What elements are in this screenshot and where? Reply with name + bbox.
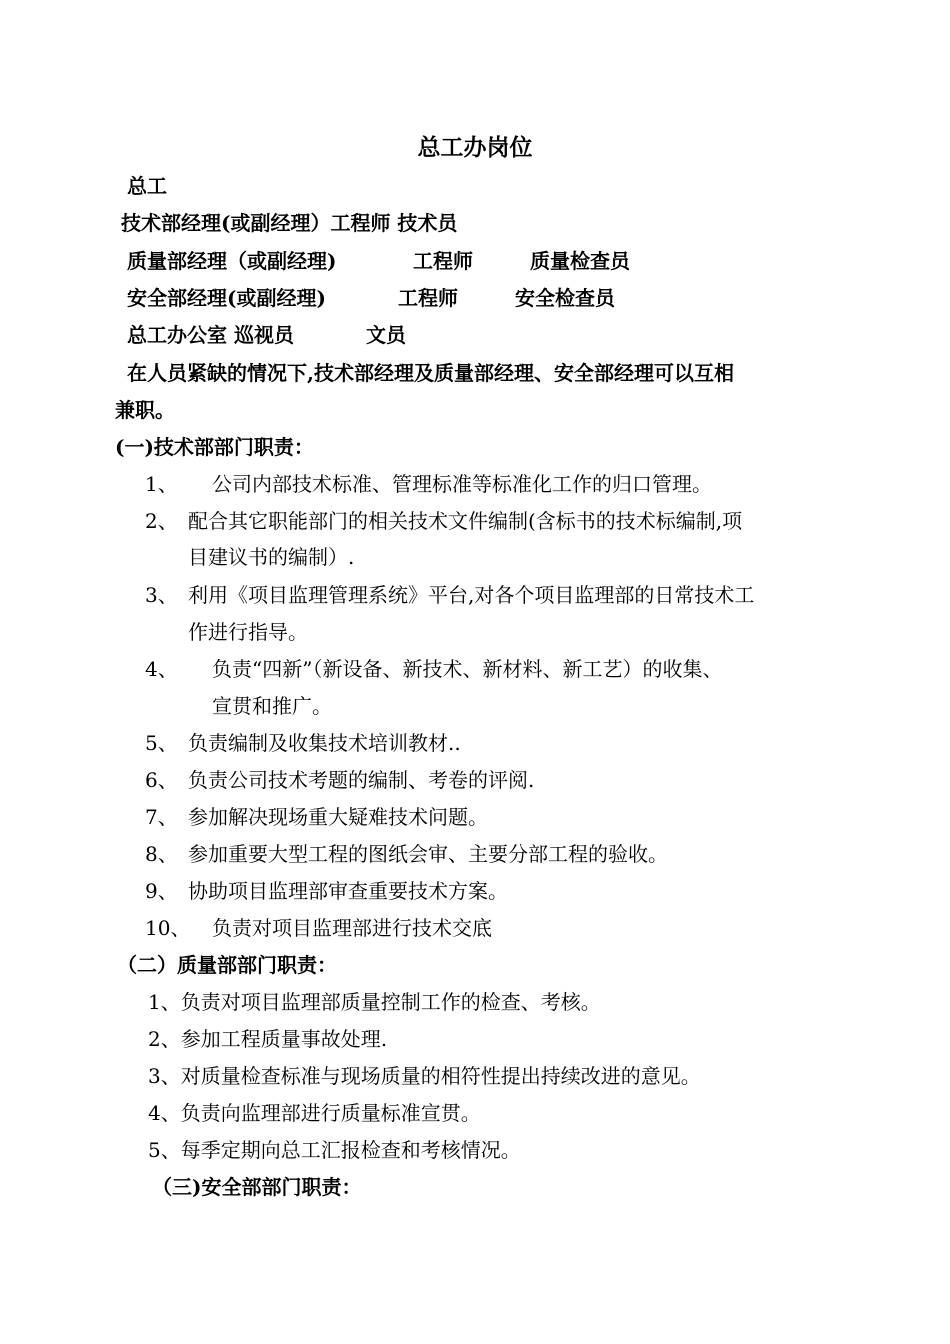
list-item-text-cont: 目建议书的编制）. — [188, 545, 355, 569]
list-item-text: 参加解决现场重大疑难技术问题。 — [188, 805, 488, 829]
list-item-number: 8、 — [145, 842, 178, 866]
list-item: 1、负责对项目监理部质量控制工作的检查、考核。 — [148, 990, 601, 1014]
list-item-number: 6、 — [145, 768, 178, 792]
section-heading-tech: (一)技术部部门职责： — [115, 435, 314, 459]
list-item-text: 配合其它职能部门的相关技术文件编制(含标书的技术标编制,项 — [188, 509, 743, 533]
list-item-number: 7、 — [145, 805, 178, 829]
list-item: 5、每季定期向总工汇报检查和考核情况。 — [148, 1138, 521, 1162]
list-item-number: 3、 — [145, 583, 178, 607]
note-line-2: 兼职。 — [115, 398, 175, 422]
list-item-number: 9、 — [145, 879, 178, 903]
org-quality-engineer: 工程师 — [413, 249, 473, 273]
list-item-text: 负责“四新”（新设备、新技术、新材料、新工艺）的收集、 — [212, 657, 723, 681]
list-item-number: 5、 — [145, 731, 178, 755]
list-item-text: 协助项目监理部审查重要技术方案。 — [188, 879, 508, 903]
org-quality-manager: 质量部经理（或副经理) — [127, 249, 337, 273]
list-item-text-cont: 宣贯和推广。 — [212, 694, 332, 718]
list-item-text: 参加重要大型工程的图纸会审、主要分部工程的验收。 — [188, 842, 668, 866]
list-item-text: 负责对项目监理部进行技术交底 — [212, 916, 492, 940]
org-quality-inspector: 质量检查员 — [530, 249, 630, 273]
org-office-clerk: 文员 — [366, 323, 406, 347]
list-item-text-cont: 作进行指导。 — [188, 620, 308, 644]
org-safety-manager: 安全部经理(或副经理) — [127, 286, 326, 310]
list-item-number: 4、 — [145, 657, 178, 681]
org-office-patrol: 总工办公室 巡视员 — [127, 323, 294, 347]
section-heading-quality: （二）质量部部门职责： — [117, 953, 337, 977]
list-item: 3、对质量检查标准与现场质量的相符性提出持续改进的意见。 — [148, 1064, 701, 1088]
list-item-number: 10、 — [145, 916, 191, 940]
org-safety-inspector: 安全检查员 — [515, 286, 615, 310]
list-item-text: 公司内部技术标准、管理标准等标准化工作的归口管理。 — [212, 472, 712, 496]
org-line-chief-engineer: 总工 — [127, 174, 167, 198]
list-item-text: 负责编制及收集技术培训教材.. — [188, 731, 461, 755]
note-line-1: 在人员紧缺的情况下,技术部经理及质量部经理、安全部经理可以互相 — [127, 361, 734, 385]
list-item: 2、参加工程质量事故处理. — [148, 1027, 388, 1051]
page-title: 总工办岗位 — [417, 134, 533, 161]
org-line-tech-dept: 技术部经理(或副经理）工程师 技术员 — [121, 211, 458, 235]
list-item-text: 负责公司技术考题的编制、考卷的评阅. — [188, 768, 535, 792]
org-safety-engineer: 工程师 — [398, 286, 458, 310]
list-item-number: 1、 — [145, 472, 178, 496]
list-item: 4、负责向监理部进行质量标准宣贯。 — [148, 1101, 481, 1125]
list-item-text: 利用《项目监理管理系统》平台,对各个项目监理部的日常技术工 — [188, 583, 755, 607]
list-item-number: 2、 — [145, 509, 178, 533]
section-heading-safety: （三)安全部部门职责： — [152, 1175, 362, 1199]
